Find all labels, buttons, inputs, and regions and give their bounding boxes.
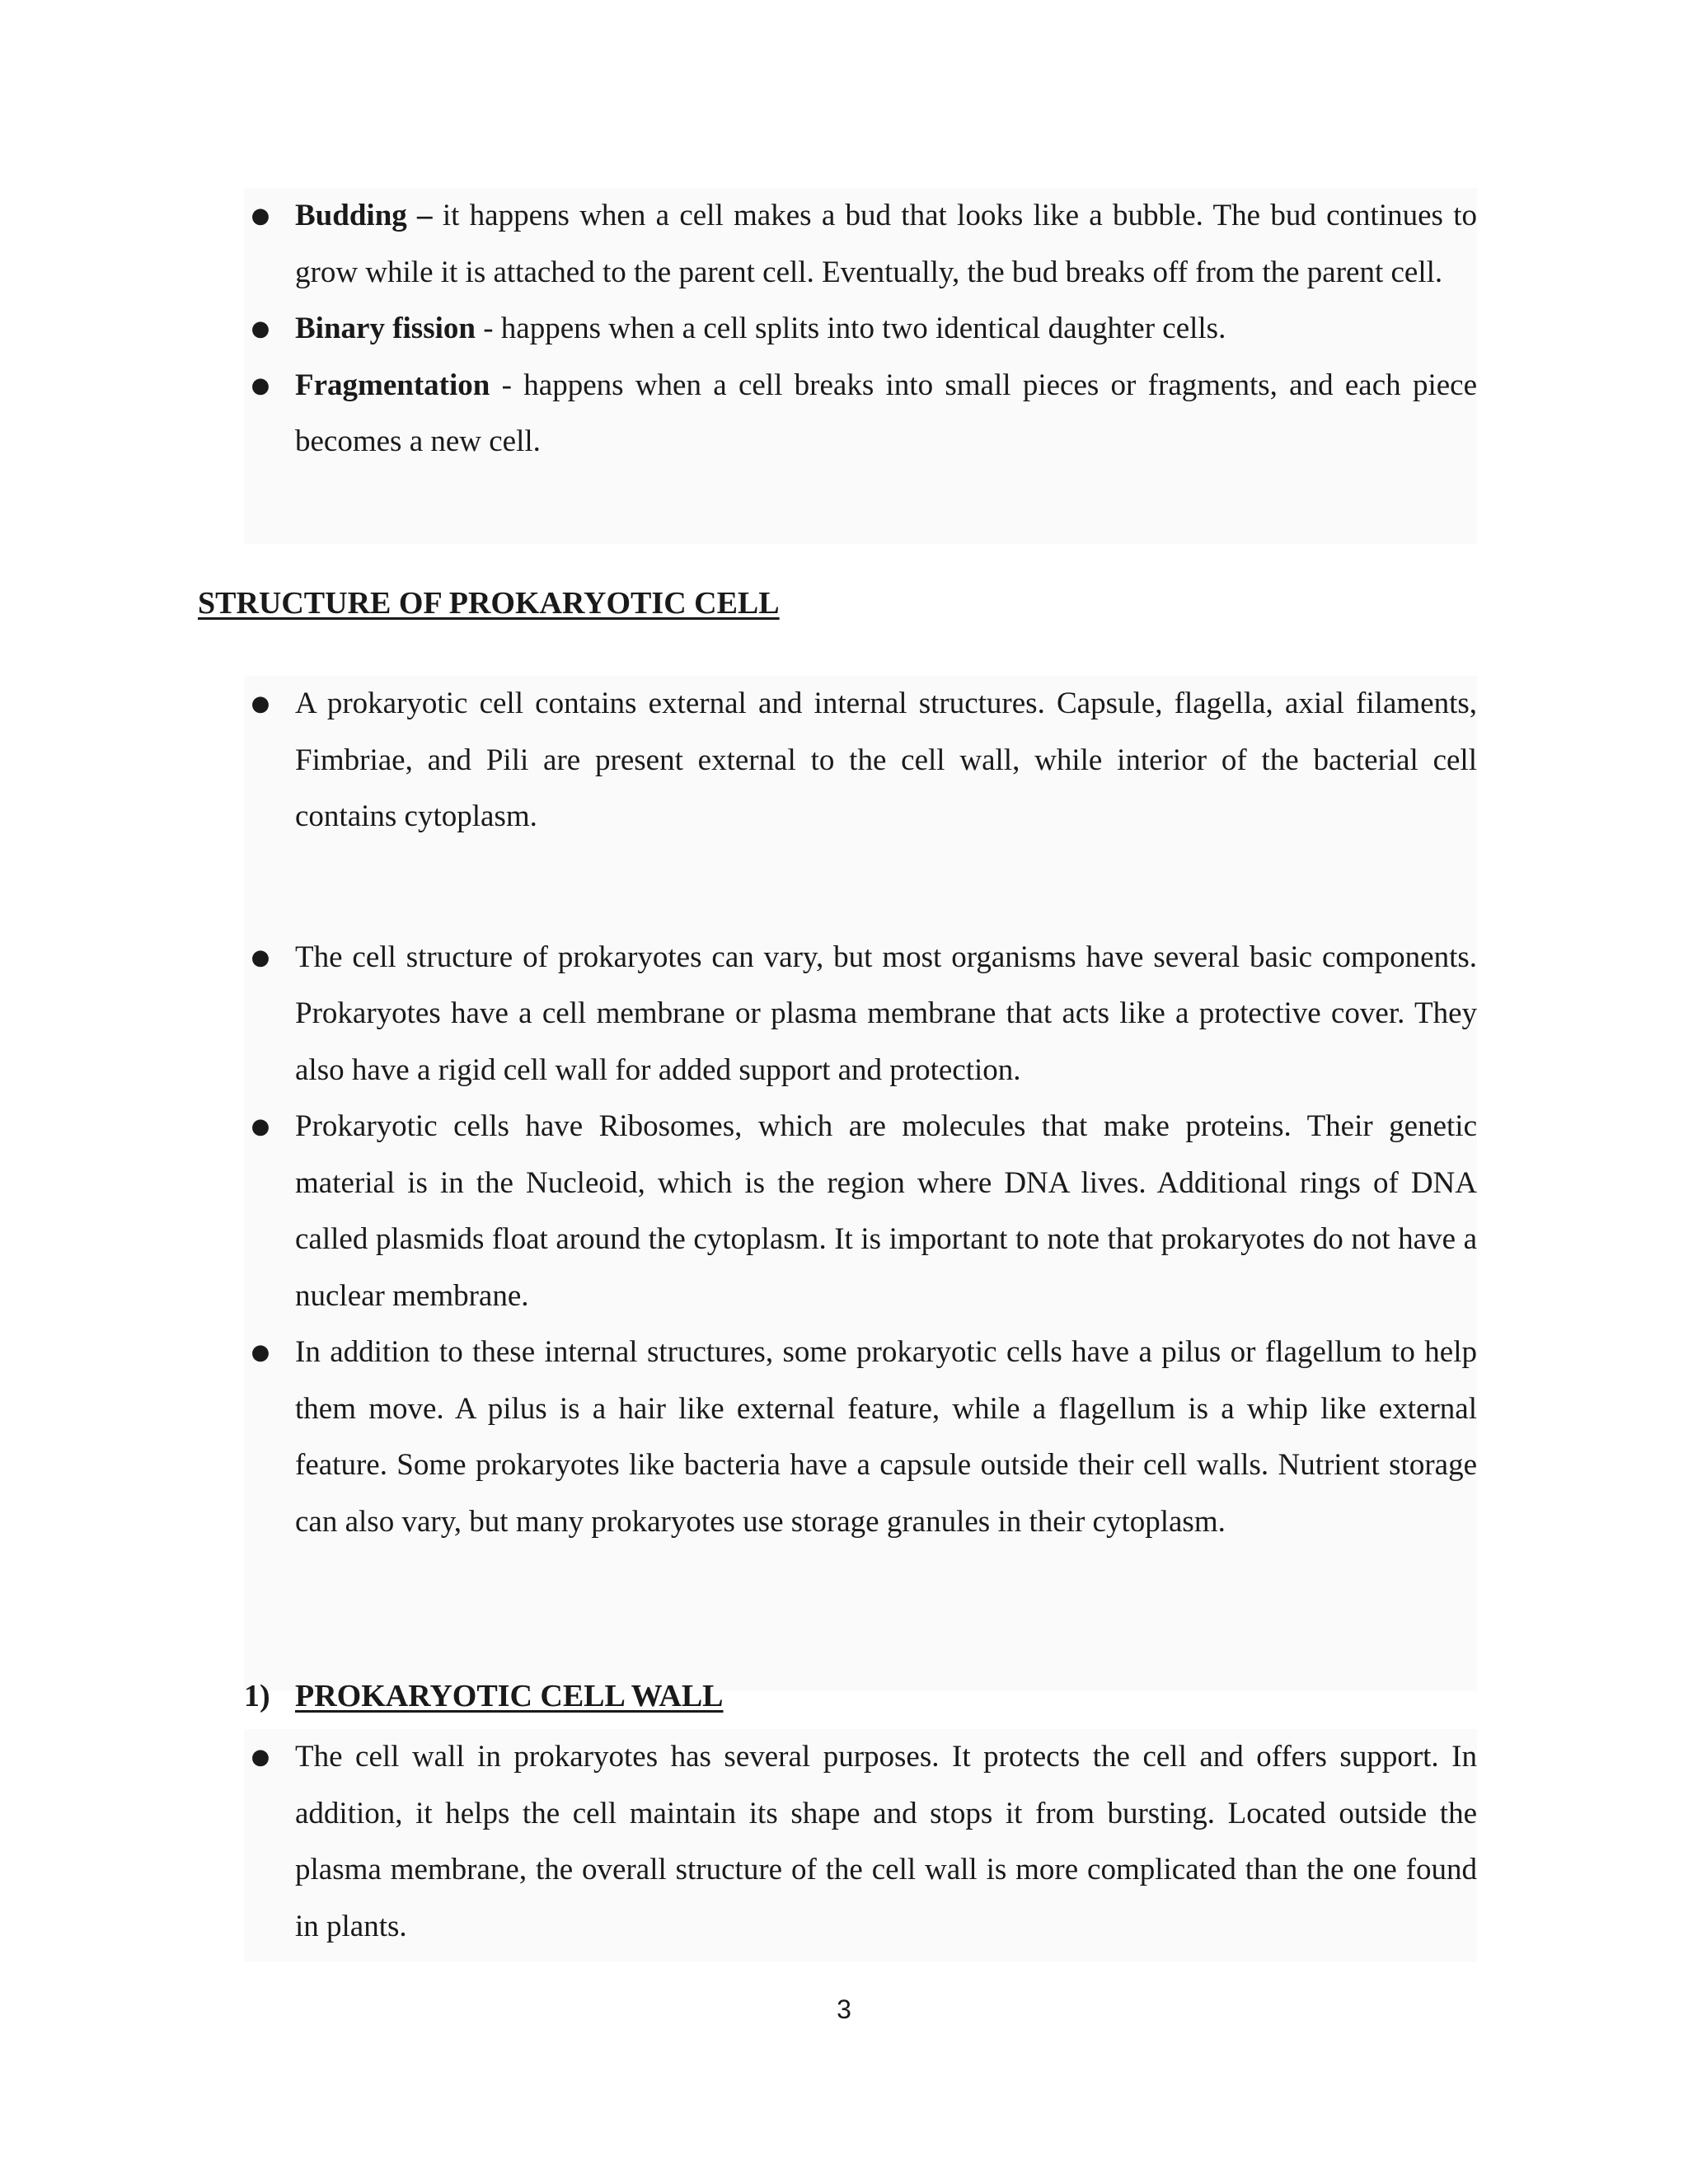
bullet-icon: ●	[251, 1745, 270, 1769]
definition-binary-fission: - happens when a cell splits into two identical daughter cells.	[475, 312, 1226, 345]
heading-number: 1)	[244, 1679, 270, 1713]
paragraph-text: The cell structure of prokaryotes can vary, but most organisms have several basic components. Prokaryotes have a cell membrane or plasma membrane that acts like a protective cover. They also have a rigid cell wall for added support and protection.	[295, 940, 1477, 1087]
list-item	[244, 358, 1477, 471]
bullet-icon: ●	[251, 204, 270, 228]
definition-fragmentation: - happens when a cell breaks into small pieces or fragments, and each piece becomes a new cell.	[295, 368, 1477, 458]
cell-wall-list-block	[244, 1729, 1477, 1961]
term-budding: Budding –	[295, 199, 433, 232]
structure-list	[244, 676, 1477, 1550]
cell-wall-list	[244, 1729, 1477, 1955]
definition-budding: it happens when a cell makes a bud that looks like a bubble. The bud continues to grow while it is attached to the parent cell. Eventually, the bud breaks off from the parent cell.	[295, 199, 1477, 289]
bullet-icon: ●	[251, 373, 270, 398]
list-item	[244, 1324, 1477, 1550]
paragraph-text: The cell wall in prokaryotes has several purposes. It protects the cell and offers support. In addition, it helps the cell maintain its shape and stops it from bursting. Located outside the plasma membrane, the overall structure of the cell wall is more complicated than the one found in plants.	[295, 1740, 1477, 1943]
term-binary-fission: Binary fission	[295, 312, 476, 345]
heading-title: PROKARYOTIC CELL WALL	[295, 1679, 724, 1713]
list-item	[244, 930, 1477, 1099]
reproduction-list	[244, 188, 1477, 471]
bullet-icon: ●	[251, 944, 270, 970]
bullet-icon: ●	[251, 316, 270, 341]
bullet-icon: ●	[251, 691, 270, 716]
subsection-heading-cell-wall	[244, 1675, 724, 1717]
term-fragmentation: Fragmentation	[295, 368, 490, 402]
reproduction-list-block	[244, 188, 1477, 544]
list-item	[244, 1099, 1477, 1324]
list-item	[244, 301, 1477, 358]
list-item	[244, 188, 1477, 301]
page-number: 3	[837, 1994, 851, 2024]
structure-list-block	[244, 676, 1477, 1691]
paragraph-text: In addition to these internal structures, some prokaryotic cells have a pilus or flagellum to help them move. A pilus is a hair like external feature, while a flagellum is a whip like external feature. Some prokaryotes like bacteria have a capsule outside their cell walls. Nutrient storage can also vary, but many prokaryotes use storage granules in their cytoplasm.	[295, 1335, 1477, 1539]
section-heading-structure: STRUCTURE OF PROKARYOTIC CELL	[198, 586, 780, 621]
bullet-icon: ●	[251, 1114, 270, 1139]
list-item	[244, 1729, 1477, 1955]
spacer	[244, 846, 1477, 930]
list-item	[244, 676, 1477, 846]
bullet-icon: ●	[251, 1340, 270, 1365]
paragraph-text: A prokaryotic cell contains external and internal structures. Capsule, flagella, axial filaments, Fimbriae, and Pili are present external to the cell wall, while interior of the bacterial cell contains cytoplasm.	[295, 687, 1477, 833]
paragraph-text: Prokaryotic cells have Ribosomes, which are molecules that make proteins. Their genetic material is in the Nucleoid, which is the region where DNA lives. Additional rings of DNA called plasmids float around the cytoplasm. It is important to note that prokaryotes do not have a nuclear membrane.	[295, 1109, 1477, 1313]
